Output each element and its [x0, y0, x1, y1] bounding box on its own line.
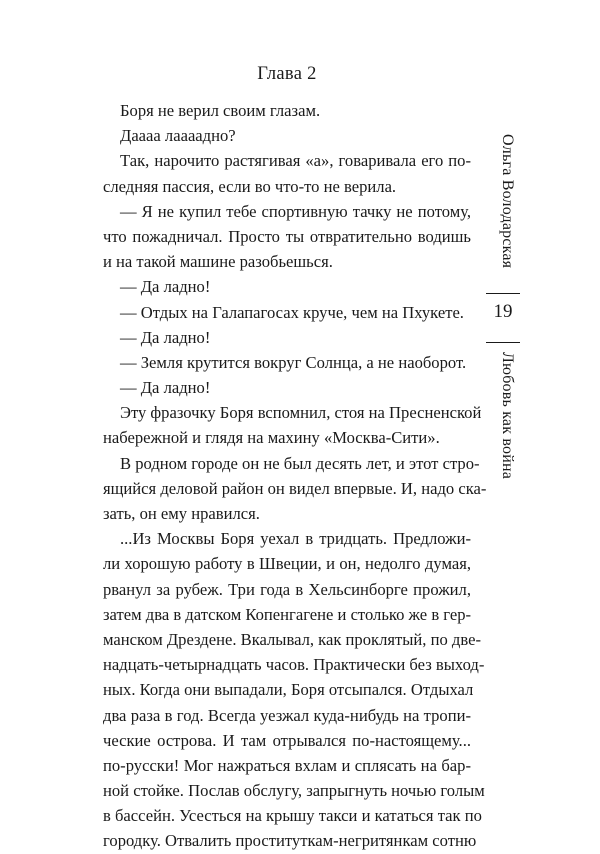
text-line: рванул за рубеж. Три года в Хельсинборге прожил,: [103, 579, 471, 599]
text-line: ...Из Москвы Боря уехал в тридцать. Предложи-: [120, 529, 471, 549]
text-line: — Я не купил тебе спортивную тачку не потому,: [120, 201, 471, 221]
paragraph: [103, 526, 485, 853]
text-line: в бассейн. Усесться на крышу такси и кататься так по: [103, 806, 482, 826]
text-line: — Земля крутится вокруг Солнца, а не наоборот.: [120, 352, 467, 372]
text-line: городку. Отвалить проституткам-негритянкам сотню: [103, 831, 477, 851]
author-name: Ольга Володарская: [499, 134, 516, 269]
divider-bottom: [486, 342, 520, 343]
paragraph: [103, 148, 471, 198]
text-line: ной стойке. Послав обслугу, запрыгнуть ночью голым: [103, 781, 485, 801]
book-title: Любовь как война: [499, 352, 516, 480]
text-line: — Да ладно!: [120, 327, 211, 347]
text-line: — Да ладно!: [120, 277, 211, 297]
text-line: два раза в год. Всегда уезжал куда-нибудь на тропи-: [103, 705, 471, 725]
text-line: надцать-четырнадцать часов. Практически без выход-: [103, 655, 485, 675]
paragraph: [103, 375, 471, 400]
page-number: 19: [493, 301, 513, 322]
chapter-title: Глава 2: [257, 64, 317, 84]
paragraph: [103, 300, 471, 325]
text-line: — Да ладно!: [120, 378, 211, 398]
text-line: В родном городе он не был десять лет, и этот стро-: [120, 453, 480, 473]
text-line: ли хорошую работу в Швеции, и он, недолго думая,: [103, 554, 471, 574]
text-line: Так, нарочито растягивая «а», говаривала его по-: [120, 151, 471, 171]
paragraph: [103, 325, 471, 350]
text-line: по-русски! Мог нажраться вхлам и сплясать на бар-: [103, 755, 471, 775]
text-line: что пожадничал. Просто ты отвратительно водишь: [103, 226, 471, 246]
text-line: — Отдых на Галапагосах круче, чем на Пхукете.: [120, 302, 464, 322]
text-line: Боря не верил своим глазам.: [120, 101, 321, 120]
paragraph: [103, 451, 487, 527]
body-text: [103, 98, 487, 854]
paragraph: [103, 274, 471, 299]
text-line: манском Дрездене. Вкалывал, как проклятый, по две-: [103, 629, 481, 649]
text-line: и на такой машине разобьешься.: [103, 252, 333, 272]
running-header: [486, 90, 520, 610]
paragraph: [103, 98, 471, 123]
text-line: ных. Когда они выпадали, Боря отсыпался. Отдыхал: [103, 680, 474, 700]
text-line: Эту фразочку Боря вспомнил, стоя на Пресненской: [120, 403, 482, 423]
text-line: набережной и глядя на махину «Москва-Сити».: [103, 428, 440, 448]
text-line: ческие острова. И там отрывался по-настоящему...: [103, 730, 471, 750]
paragraph: [103, 199, 471, 275]
paragraph: [103, 350, 471, 375]
text-line: Даааа лааааднo?: [120, 126, 236, 146]
text-line: затем два в датском Копенгагене и столько же в гер-: [103, 604, 472, 624]
paragraph: [103, 400, 482, 450]
text-line: ящийся деловой район он видел впервые. И, надо ска-: [103, 478, 487, 498]
divider-top: [486, 293, 520, 294]
text-line: зать, он ему нравился.: [103, 504, 260, 523]
text-line: следняя пассия, если во что-то не верила.: [103, 176, 397, 196]
paragraph: [103, 123, 471, 148]
